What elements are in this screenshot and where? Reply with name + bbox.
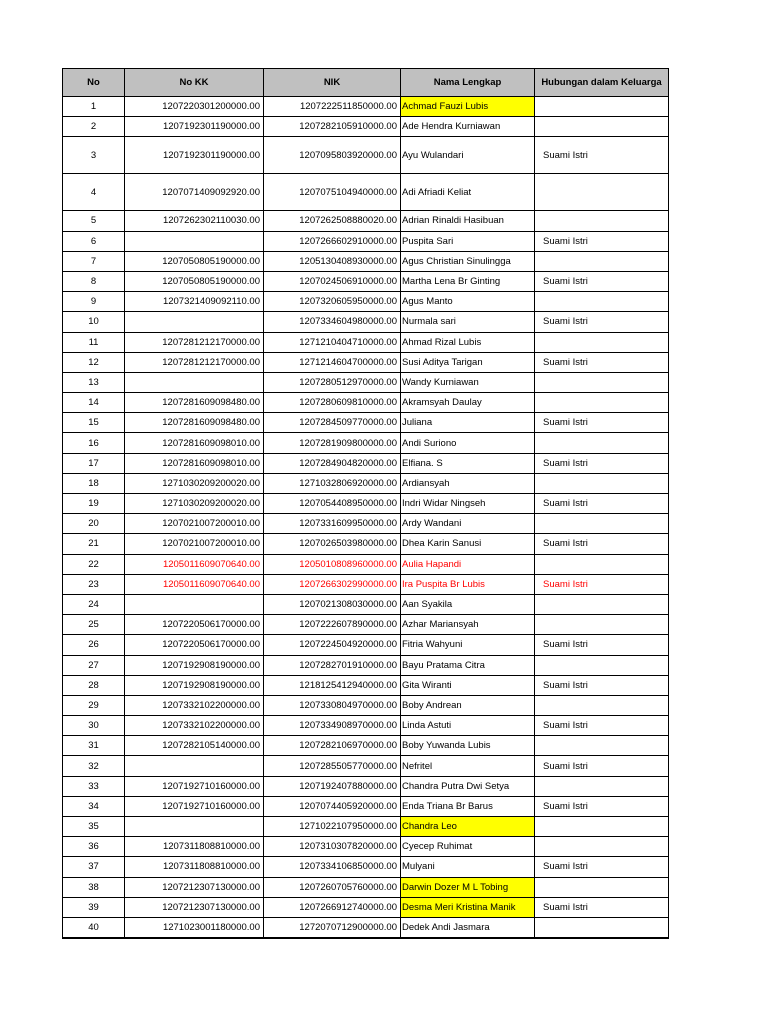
spreadsheet — [62, 68, 668, 939]
cell-no-kk[interactable]: 1207192710160000.00 — [125, 776, 264, 796]
cell-nik[interactable]: 1207281909800000.00 — [264, 433, 401, 453]
cell-nik[interactable]: 1207075104940000.00 — [264, 174, 401, 211]
cell-hubungan[interactable] — [535, 97, 669, 117]
cell-nik[interactable]: 1218125412940000.00 — [264, 675, 401, 695]
cell-nama-lengkap[interactable]: Susi Aditya Tarigan — [401, 352, 535, 372]
cell-hubungan[interactable] — [535, 776, 669, 796]
cell-hubungan[interactable]: Suami Istri — [535, 897, 669, 917]
cell-nama-lengkap[interactable]: Ade Hendra Kurniawan — [401, 117, 535, 137]
table-row — [63, 433, 669, 453]
cell-no-kk[interactable]: 1205011609070640.00 — [125, 554, 264, 574]
cell-no-kk[interactable]: 1207050805190000.00 — [125, 251, 264, 271]
cell-no-kk[interactable]: 1271023001180000.00 — [125, 917, 264, 938]
cell-nik[interactable]: 1205130408930000.00 — [264, 251, 401, 271]
cell-no[interactable]: 1 — [63, 97, 125, 117]
cell-no-kk[interactable]: 1205011609070640.00 — [125, 574, 264, 594]
cell-nik[interactable]: 1207284904820000.00 — [264, 453, 401, 473]
header-nama-lengkap[interactable]: Nama Lengkap — [401, 69, 535, 97]
cell-nama-lengkap[interactable]: Aan Syakila — [401, 594, 535, 614]
cell-hubungan[interactable]: Suami Istri — [535, 675, 669, 695]
cell-no[interactable]: 35 — [63, 817, 125, 837]
cell-no-kk[interactable]: 1207021007200010.00 — [125, 514, 264, 534]
cell-no[interactable]: 11 — [63, 332, 125, 352]
table-row — [63, 372, 669, 392]
cell-nik[interactable]: 1207285505770000.00 — [264, 756, 401, 776]
cell-no-kk[interactable]: 1207311808810000.00 — [125, 857, 264, 877]
cell-no[interactable]: 2 — [63, 117, 125, 137]
cell-no-kk[interactable]: 1207262302110030.00 — [125, 211, 264, 231]
cell-no-kk[interactable] — [125, 594, 264, 614]
cell-hubungan[interactable]: Suami Istri — [535, 271, 669, 291]
cell-hubungan[interactable] — [535, 251, 669, 271]
table-row — [63, 877, 669, 897]
cell-no[interactable]: 13 — [63, 372, 125, 392]
cell-no-kk[interactable]: 1207220506170000.00 — [125, 635, 264, 655]
cell-hubungan[interactable]: Suami Istri — [535, 716, 669, 736]
cell-no-kk[interactable]: 1207071409092920.00 — [125, 174, 264, 211]
cell-hubungan[interactable]: Suami Istri — [535, 494, 669, 514]
table-row — [63, 594, 669, 614]
cell-hubungan[interactable] — [535, 736, 669, 756]
cell-nik[interactable]: 1207222607890000.00 — [264, 615, 401, 635]
cell-hubungan[interactable]: Suami Istri — [535, 756, 669, 776]
cell-no-kk[interactable] — [125, 372, 264, 392]
cell-nama-lengkap[interactable]: Boby Andrean — [401, 695, 535, 715]
cell-nama-lengkap[interactable]: Linda Astuti — [401, 716, 535, 736]
cell-hubungan[interactable] — [535, 514, 669, 534]
cell-nama-lengkap[interactable]: Dhea Karin Sanusi — [401, 534, 535, 554]
cell-nama-lengkap[interactable]: Nurmala sari — [401, 312, 535, 332]
cell-no-kk[interactable]: 1207220506170000.00 — [125, 615, 264, 635]
cell-nik[interactable]: 1207280609810000.00 — [264, 393, 401, 413]
cell-no[interactable]: 24 — [63, 594, 125, 614]
table-row — [63, 554, 669, 574]
cell-hubungan[interactable]: Suami Istri — [535, 231, 669, 251]
cell-no[interactable]: 12 — [63, 352, 125, 372]
cell-nik[interactable]: 1207330804970000.00 — [264, 695, 401, 715]
table-row — [63, 453, 669, 473]
cell-no-kk[interactable]: 1207332102200000.00 — [125, 695, 264, 715]
table-row — [63, 897, 669, 917]
cell-no-kk[interactable] — [125, 312, 264, 332]
table-row — [63, 857, 669, 877]
cell-nama-lengkap[interactable]: Adi Afriadi Keliat — [401, 174, 535, 211]
cell-nama-lengkap[interactable]: Andi Suriono — [401, 433, 535, 453]
table-row — [63, 211, 669, 231]
cell-no[interactable]: 40 — [63, 917, 125, 938]
cell-nik[interactable]: 1207074405920000.00 — [264, 796, 401, 816]
cell-hubungan[interactable] — [535, 393, 669, 413]
cell-nik[interactable]: 1207282106970000.00 — [264, 736, 401, 756]
cell-hubungan[interactable] — [535, 817, 669, 837]
cell-no[interactable]: 25 — [63, 615, 125, 635]
table-row — [63, 473, 669, 493]
cell-hubungan[interactable]: Suami Istri — [535, 413, 669, 433]
cell-no[interactable]: 34 — [63, 796, 125, 816]
table-row — [63, 917, 669, 938]
cell-nama-lengkap[interactable]: Bayu Pratama Citra — [401, 655, 535, 675]
cell-no-kk[interactable]: 1207282105140000.00 — [125, 736, 264, 756]
cell-no[interactable]: 22 — [63, 554, 125, 574]
cell-no[interactable]: 27 — [63, 655, 125, 675]
cell-nik[interactable]: 1271214604700000.00 — [264, 352, 401, 372]
cell-nama-lengkap[interactable]: Elfiana. S — [401, 453, 535, 473]
cell-nik[interactable]: 1207192407880000.00 — [264, 776, 401, 796]
cell-nik[interactable]: 1207310307820000.00 — [264, 837, 401, 857]
cell-nama-lengkap[interactable]: Azhar Mariansyah — [401, 615, 535, 635]
cell-nama-lengkap[interactable]: Ahmad Rizal Lubis — [401, 332, 535, 352]
cell-no[interactable]: 10 — [63, 312, 125, 332]
cell-hubungan[interactable] — [535, 655, 669, 675]
cell-no-kk[interactable]: 1207281212170000.00 — [125, 332, 264, 352]
cell-nik[interactable]: 1207262508880020.00 — [264, 211, 401, 231]
cell-no[interactable]: 4 — [63, 174, 125, 211]
cell-no[interactable]: 28 — [63, 675, 125, 695]
cell-no[interactable]: 6 — [63, 231, 125, 251]
cell-no-kk[interactable] — [125, 817, 264, 837]
cell-no[interactable]: 37 — [63, 857, 125, 877]
cell-nama-lengkap[interactable]: Chandra Putra Dwi Setya — [401, 776, 535, 796]
cell-nik[interactable]: 1207021308030000.00 — [264, 594, 401, 614]
cell-nama-lengkap[interactable]: Fitria Wahyuni — [401, 635, 535, 655]
cell-nama-lengkap[interactable]: Akramsyah Daulay — [401, 393, 535, 413]
cell-no[interactable]: 19 — [63, 494, 125, 514]
cell-hubungan[interactable] — [535, 877, 669, 897]
cell-nama-lengkap[interactable]: Enda Triana Br Barus — [401, 796, 535, 816]
cell-nama-lengkap[interactable]: Ira Puspita Br Lubis — [401, 574, 535, 594]
cell-nik[interactable]: 1205010808960000.00 — [264, 554, 401, 574]
cell-hubungan[interactable] — [535, 594, 669, 614]
table-row — [63, 756, 669, 776]
cell-no-kk[interactable]: 1207281609098010.00 — [125, 433, 264, 453]
table-row — [63, 251, 669, 271]
cell-no[interactable]: 23 — [63, 574, 125, 594]
cell-no-kk[interactable]: 1207220301200000.00 — [125, 97, 264, 117]
cell-no-kk[interactable]: 1207192908190000.00 — [125, 655, 264, 675]
table-row — [63, 393, 669, 413]
cell-nama-lengkap[interactable]: Indri Widar Ningseh — [401, 494, 535, 514]
header-row — [63, 69, 669, 97]
table-row — [63, 655, 669, 675]
cell-no-kk[interactable]: 1207021007200010.00 — [125, 534, 264, 554]
cell-nik[interactable]: 1207334106850000.00 — [264, 857, 401, 877]
cell-hubungan[interactable]: Suami Istri — [535, 796, 669, 816]
cell-no[interactable]: 9 — [63, 292, 125, 312]
cell-hubungan[interactable] — [535, 174, 669, 211]
cell-no-kk[interactable]: 1207192301190000.00 — [125, 137, 264, 174]
cell-nik[interactable]: 1272070712900000.00 — [264, 917, 401, 938]
cell-no-kk[interactable] — [125, 231, 264, 251]
cell-nama-lengkap[interactable]: Ardiansyah — [401, 473, 535, 493]
cell-no[interactable]: 26 — [63, 635, 125, 655]
cell-nama-lengkap[interactable]: Dedek Andi Jasmara — [401, 917, 535, 938]
cell-nik[interactable]: 1207284509770000.00 — [264, 413, 401, 433]
cell-nama-lengkap[interactable]: Boby Yuwanda Lubis — [401, 736, 535, 756]
table-row — [63, 796, 669, 816]
cell-nik[interactable]: 1207054408950000.00 — [264, 494, 401, 514]
cell-nama-lengkap[interactable]: Mulyani — [401, 857, 535, 877]
cell-nik[interactable]: 1207320605950000.00 — [264, 292, 401, 312]
cell-nama-lengkap[interactable]: Achmad Fauzi Lubis — [401, 97, 535, 117]
cell-no[interactable]: 15 — [63, 413, 125, 433]
cell-no[interactable]: 39 — [63, 897, 125, 917]
cell-nama-lengkap[interactable]: Puspita Sari — [401, 231, 535, 251]
cell-hubungan[interactable]: Suami Istri — [535, 312, 669, 332]
cell-hubungan[interactable]: Suami Istri — [535, 574, 669, 594]
cell-no-kk[interactable] — [125, 756, 264, 776]
cell-hubungan[interactable]: Suami Istri — [535, 453, 669, 473]
cell-no[interactable]: 36 — [63, 837, 125, 857]
header-no[interactable]: No — [63, 69, 125, 97]
cell-nama-lengkap[interactable]: Agus Christian Sinulingga — [401, 251, 535, 271]
table-row — [63, 514, 669, 534]
cell-hubungan[interactable]: Suami Istri — [535, 857, 669, 877]
table-row — [63, 776, 669, 796]
cell-no[interactable]: 5 — [63, 211, 125, 231]
cell-hubungan[interactable] — [535, 211, 669, 231]
table-row — [63, 413, 669, 433]
cell-nik[interactable]: 1207222511850000.00 — [264, 97, 401, 117]
cell-no-kk[interactable]: 1207212307130000.00 — [125, 897, 264, 917]
cell-hubungan[interactable] — [535, 917, 669, 938]
cell-no-kk[interactable]: 1207192710160000.00 — [125, 796, 264, 816]
cell-no[interactable]: 16 — [63, 433, 125, 453]
table-row — [63, 534, 669, 554]
cell-hubungan[interactable] — [535, 433, 669, 453]
cell-nik[interactable]: 1207224504920000.00 — [264, 635, 401, 655]
cell-hubungan[interactable] — [535, 473, 669, 493]
cell-no-kk[interactable]: 1207281212170000.00 — [125, 352, 264, 372]
table-row — [63, 695, 669, 715]
table-row — [63, 716, 669, 736]
header-hubungan[interactable]: Hubungan dalam Keluarga — [535, 69, 669, 97]
cell-nik[interactable]: 1271032806920000.00 — [264, 473, 401, 493]
cell-nama-lengkap[interactable]: Martha Lena Br Ginting — [401, 271, 535, 291]
table-row — [63, 736, 669, 756]
cell-no[interactable]: 17 — [63, 453, 125, 473]
cell-hubungan[interactable] — [535, 332, 669, 352]
cell-no-kk[interactable]: 1271030209200020.00 — [125, 473, 264, 493]
cell-no[interactable]: 18 — [63, 473, 125, 493]
cell-nik[interactable]: 1207334908970000.00 — [264, 716, 401, 736]
cell-no[interactable]: 32 — [63, 756, 125, 776]
cell-nik[interactable]: 1207334604980000.00 — [264, 312, 401, 332]
cell-nama-lengkap[interactable]: Wandy Kurniawan — [401, 372, 535, 392]
cell-nik[interactable]: 1271210404710000.00 — [264, 332, 401, 352]
cell-nama-lengkap[interactable]: Adrian Rinaldi Hasibuan — [401, 211, 535, 231]
cell-no-kk[interactable]: 1207212307130000.00 — [125, 877, 264, 897]
cell-nama-lengkap[interactable]: Chandra Leo — [401, 817, 535, 837]
header-nik[interactable]: NIK — [264, 69, 401, 97]
cell-no-kk[interactable]: 1207332102200000.00 — [125, 716, 264, 736]
table-row — [63, 817, 669, 837]
cell-no-kk[interactable]: 1207192301190000.00 — [125, 117, 264, 137]
cell-nik[interactable]: 1207282701910000.00 — [264, 655, 401, 675]
cell-nama-lengkap[interactable]: Juliana — [401, 413, 535, 433]
cell-hubungan[interactable] — [535, 292, 669, 312]
cell-nama-lengkap[interactable]: Cyecep Ruhimat — [401, 837, 535, 857]
table-row — [63, 635, 669, 655]
cell-no-kk[interactable]: 1207281609098010.00 — [125, 453, 264, 473]
cell-nik[interactable]: 1207026503980000.00 — [264, 534, 401, 554]
table-row — [63, 494, 669, 514]
cell-nik[interactable]: 1207266912740000.00 — [264, 897, 401, 917]
cell-nama-lengkap[interactable]: Aulia Hapandi — [401, 554, 535, 574]
cell-hubungan[interactable] — [535, 695, 669, 715]
cell-nik[interactable]: 1207266302990000.00 — [264, 574, 401, 594]
cell-hubungan[interactable] — [535, 615, 669, 635]
cell-no-kk[interactable]: 1207281609098480.00 — [125, 413, 264, 433]
cell-nik[interactable]: 1271022107950000.00 — [264, 817, 401, 837]
cell-no[interactable]: 31 — [63, 736, 125, 756]
cell-nik[interactable]: 1207024506910000.00 — [264, 271, 401, 291]
cell-no-kk[interactable]: 1207281609098480.00 — [125, 393, 264, 413]
cell-no[interactable]: 29 — [63, 695, 125, 715]
cell-no[interactable]: 33 — [63, 776, 125, 796]
cell-hubungan[interactable]: Suami Istri — [535, 635, 669, 655]
cell-no-kk[interactable]: 1207050805190000.00 — [125, 271, 264, 291]
cell-hubungan[interactable] — [535, 372, 669, 392]
table-row — [63, 292, 669, 312]
table-row — [63, 117, 669, 137]
cell-hubungan[interactable]: Suami Istri — [535, 352, 669, 372]
table-body — [63, 97, 669, 939]
cell-no-kk[interactable]: 1207321409092110.00 — [125, 292, 264, 312]
cell-no[interactable]: 21 — [63, 534, 125, 554]
cell-nama-lengkap[interactable]: Darwin Dozer M L Tobing — [401, 877, 535, 897]
cell-hubungan[interactable] — [535, 554, 669, 574]
table-row — [63, 137, 669, 174]
cell-nik[interactable]: 1207282105910000.00 — [264, 117, 401, 137]
cell-nik[interactable]: 1207280512970000.00 — [264, 372, 401, 392]
table-row — [63, 97, 669, 117]
table-row — [63, 352, 669, 372]
table-row — [63, 312, 669, 332]
cell-no-kk[interactable]: 1207192908190000.00 — [125, 675, 264, 695]
cell-no[interactable]: 8 — [63, 271, 125, 291]
cell-nik[interactable]: 1207331609950000.00 — [264, 514, 401, 534]
table-row — [63, 675, 669, 695]
cell-no[interactable]: 14 — [63, 393, 125, 413]
cell-nama-lengkap[interactable]: Nefritel — [401, 756, 535, 776]
cell-nama-lengkap[interactable]: Ayu Wulandari — [401, 137, 535, 174]
cell-nama-lengkap[interactable]: Desma Meri Kristina Manik — [401, 897, 535, 917]
table-row — [63, 231, 669, 251]
family-table — [62, 68, 669, 939]
cell-no[interactable]: 3 — [63, 137, 125, 174]
cell-no[interactable]: 20 — [63, 514, 125, 534]
table-row — [63, 837, 669, 857]
table-row — [63, 615, 669, 635]
cell-no-kk[interactable]: 1207311808810000.00 — [125, 837, 264, 857]
cell-nama-lengkap[interactable]: Ardy Wandani — [401, 514, 535, 534]
cell-no-kk[interactable]: 1271030209200020.00 — [125, 494, 264, 514]
table-row — [63, 574, 669, 594]
cell-hubungan[interactable]: Suami Istri — [535, 137, 669, 174]
table-row — [63, 271, 669, 291]
cell-hubungan[interactable] — [535, 117, 669, 137]
cell-no[interactable]: 38 — [63, 877, 125, 897]
table-row — [63, 174, 669, 211]
cell-nama-lengkap[interactable]: Agus Manto — [401, 292, 535, 312]
cell-nik[interactable]: 1207260705760000.00 — [264, 877, 401, 897]
cell-hubungan[interactable] — [535, 837, 669, 857]
cell-nik[interactable]: 1207266602910000.00 — [264, 231, 401, 251]
header-no-kk[interactable]: No KK — [125, 69, 264, 97]
cell-no[interactable]: 30 — [63, 716, 125, 736]
cell-hubungan[interactable]: Suami Istri — [535, 534, 669, 554]
cell-no[interactable]: 7 — [63, 251, 125, 271]
cell-nama-lengkap[interactable]: Gita Wiranti — [401, 675, 535, 695]
cell-nik[interactable]: 1207095803920000.00 — [264, 137, 401, 174]
table-row — [63, 332, 669, 352]
